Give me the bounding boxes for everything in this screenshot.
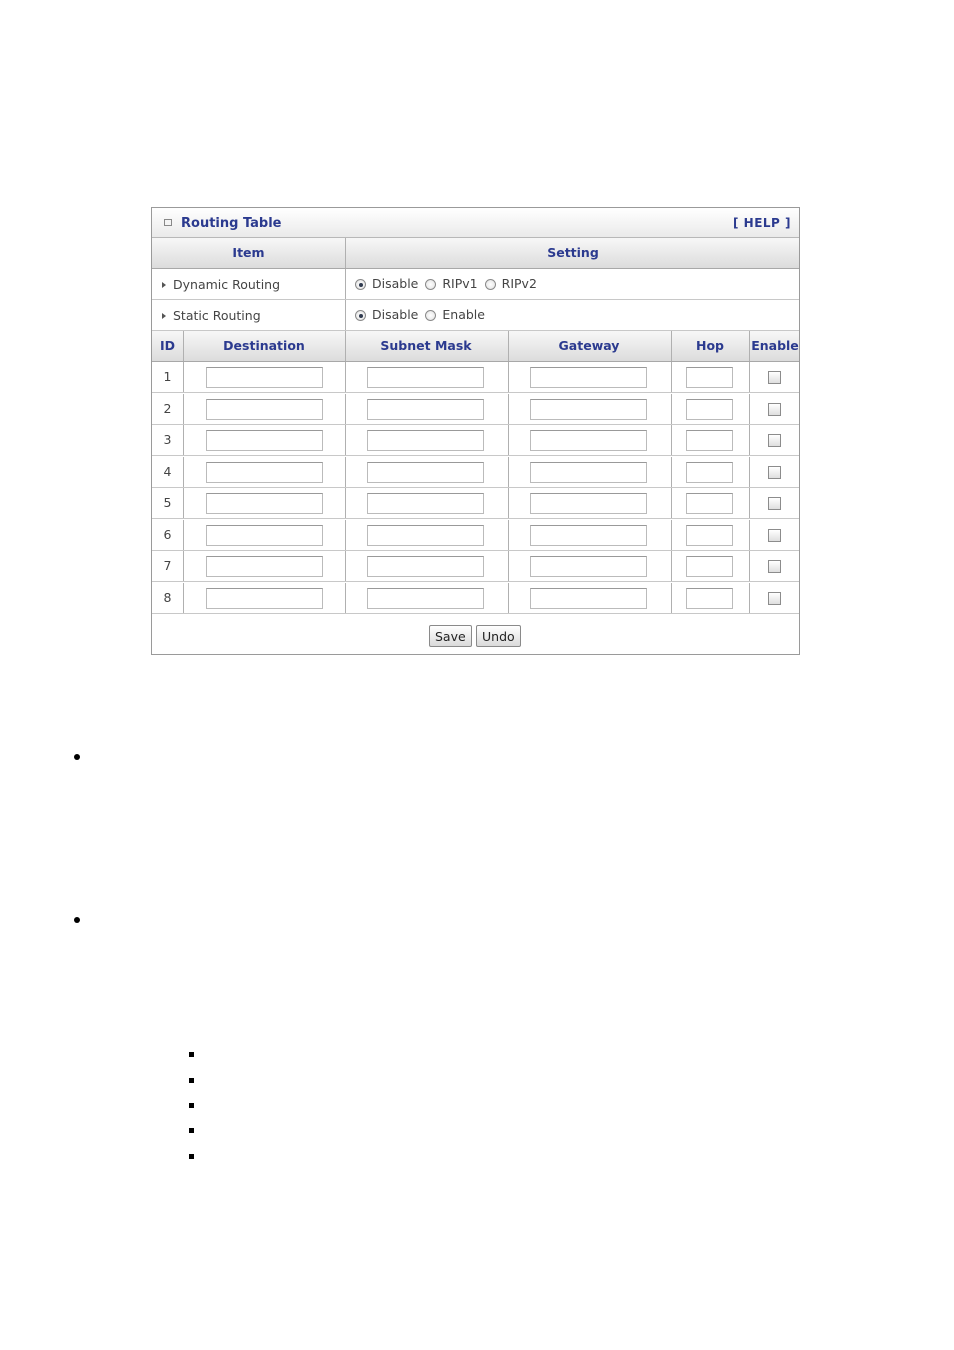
dynamic-routing-label [162,277,280,292]
divider [183,394,184,424]
dynamic-routing-options [355,276,544,291]
arrow-right-icon [162,313,166,319]
hop-input[interactable] [686,588,733,609]
dynamic-option-label: RIPv2 [501,276,537,291]
divider [183,362,184,392]
divider [345,362,346,392]
subnet-mask-input[interactable] [367,556,484,577]
column-header-id: ID [159,338,176,353]
sub-bullet-marker [189,1154,194,1159]
destination-input[interactable] [206,556,323,577]
hop-input[interactable] [686,367,733,388]
divider [671,394,672,424]
sub-bullet-marker [189,1103,194,1108]
gateway-input[interactable] [530,493,647,514]
gateway-input[interactable] [530,588,647,609]
header-setting: Setting [547,245,599,260]
dynamic-radio-disable[interactable] [355,279,366,290]
subnet-mask-input[interactable] [367,399,484,420]
help-link[interactable]: [ HELP ] [732,216,791,230]
column-header-gateway: Gateway [558,338,620,353]
static-option-label: Disable [372,307,419,322]
dynamic-routing-row [152,269,799,300]
gateway-input[interactable] [530,430,647,451]
divider [183,520,184,550]
divider [749,457,750,487]
divider [345,488,346,518]
divider [749,520,750,550]
static-option-enable[interactable] [425,307,485,322]
route-id: 2 [163,400,172,416]
destination-input[interactable] [206,367,323,388]
sub-bullet-marker [189,1128,194,1133]
table-row [152,551,799,582]
divider [345,520,346,550]
enable-checkbox[interactable] [768,592,781,605]
enable-checkbox[interactable] [768,560,781,573]
dynamic-option-label: RIPv1 [442,276,478,291]
table-row [152,583,799,614]
divider [671,457,672,487]
divider [508,520,509,550]
divider [671,425,672,455]
column-header-enable: Enable [751,338,799,353]
static-radio-enable[interactable] [425,310,436,321]
divider [749,362,750,392]
divider [749,394,750,424]
divider [749,425,750,455]
static-routing-label [162,308,261,323]
static-radio-disable[interactable] [355,310,366,321]
subnet-mask-input[interactable] [367,430,484,451]
dynamic-routing-label-text: Dynamic Routing [173,277,281,292]
item-setting-header [152,238,799,269]
subnet-mask-input[interactable] [367,493,484,514]
gateway-input[interactable] [530,556,647,577]
divider [345,551,346,581]
table-row [152,425,799,456]
static-routing-options [355,307,492,322]
divider [345,394,346,424]
enable-checkbox[interactable] [768,529,781,542]
hop-input[interactable] [686,556,733,577]
static-option-label: Enable [442,307,485,322]
divider [183,331,184,361]
table-row [152,362,799,393]
hop-input[interactable] [686,399,733,420]
column-header-destination: Destination [223,338,305,353]
gateway-input[interactable] [530,462,647,483]
subnet-mask-input[interactable] [367,525,484,546]
dynamic-option-ripv1[interactable] [425,276,477,291]
divider [749,331,750,361]
static-routing-row [152,300,799,331]
route-table-header [152,331,799,362]
divider [345,425,346,455]
divider [508,457,509,487]
route-id: 3 [163,432,172,447]
divider [671,362,672,392]
gateway-input[interactable] [530,367,647,388]
table-row [152,457,799,488]
divider [671,551,672,581]
destination-input[interactable] [206,399,323,420]
static-routing-label-text: Static Routing [173,308,261,323]
divider [508,394,509,424]
divider [345,457,346,487]
divider [183,457,184,487]
enable-checkbox[interactable] [768,497,781,510]
divider [183,425,184,455]
dynamic-option-label: Disable [372,276,419,291]
divider [508,425,509,455]
bullet-marker [74,917,80,923]
table-row [152,520,799,551]
hop-input[interactable] [686,462,733,483]
subnet-mask-input[interactable] [367,588,484,609]
destination-input[interactable] [206,430,323,451]
divider [671,583,672,613]
divider [508,583,509,613]
route-id: 8 [163,589,172,605]
divider [183,488,184,518]
divider [345,300,346,330]
divider [345,583,346,613]
divider [508,488,509,518]
divider [345,269,346,299]
action-bar [152,615,799,654]
dynamic-radio-ripv1[interactable] [425,279,436,290]
divider [671,488,672,518]
column-header-subnet-mask: Subnet Mask [380,338,472,353]
divider [749,551,750,581]
hop-input[interactable] [686,493,733,514]
route-id: 7 [163,558,172,573]
destination-input[interactable] [206,588,323,609]
gateway-input[interactable] [530,525,647,546]
route-id: 4 [163,463,172,479]
divider [508,551,509,581]
subnet-mask-input[interactable] [367,462,484,483]
route-id: 5 [163,495,172,510]
divider [345,331,346,361]
bullet-marker [74,754,80,760]
divider [671,520,672,550]
header-item: Item [232,245,265,260]
divider [183,551,184,581]
save-button[interactable]: Save [429,625,472,647]
divider [671,331,672,361]
arrow-right-icon [162,282,166,288]
enable-checkbox[interactable] [768,434,781,447]
enable-checkbox[interactable] [768,403,781,416]
hop-input[interactable] [686,430,733,451]
dynamic-option-ripv2[interactable] [485,276,537,291]
table-row [152,488,799,519]
divider [749,583,750,613]
panel-title: Routing Table [181,216,282,231]
divider [749,488,750,518]
enable-checkbox[interactable] [768,466,781,479]
routing-table-panel [151,207,800,655]
divider [183,583,184,613]
sub-bullet-marker [189,1052,194,1057]
divider [508,362,509,392]
static-option-disable[interactable] [355,307,418,322]
gateway-input[interactable] [530,399,647,420]
destination-input[interactable] [206,525,323,546]
hop-input[interactable] [686,525,733,546]
route-id: 6 [163,526,172,542]
table-row [152,394,799,425]
panel-title-icon [164,219,172,226]
enable-checkbox[interactable] [768,371,781,384]
destination-input[interactable] [206,462,323,483]
divider [508,331,509,361]
subnet-mask-input[interactable] [367,367,484,388]
route-id: 1 [163,369,172,384]
sub-bullet-marker [189,1078,194,1083]
destination-input[interactable] [206,493,323,514]
column-header-hop: Hop [696,338,724,353]
undo-button[interactable]: Undo [476,625,521,647]
dynamic-radio-ripv2[interactable] [485,279,496,290]
dynamic-option-disable[interactable] [355,276,418,291]
panel-titlebar [152,208,799,238]
